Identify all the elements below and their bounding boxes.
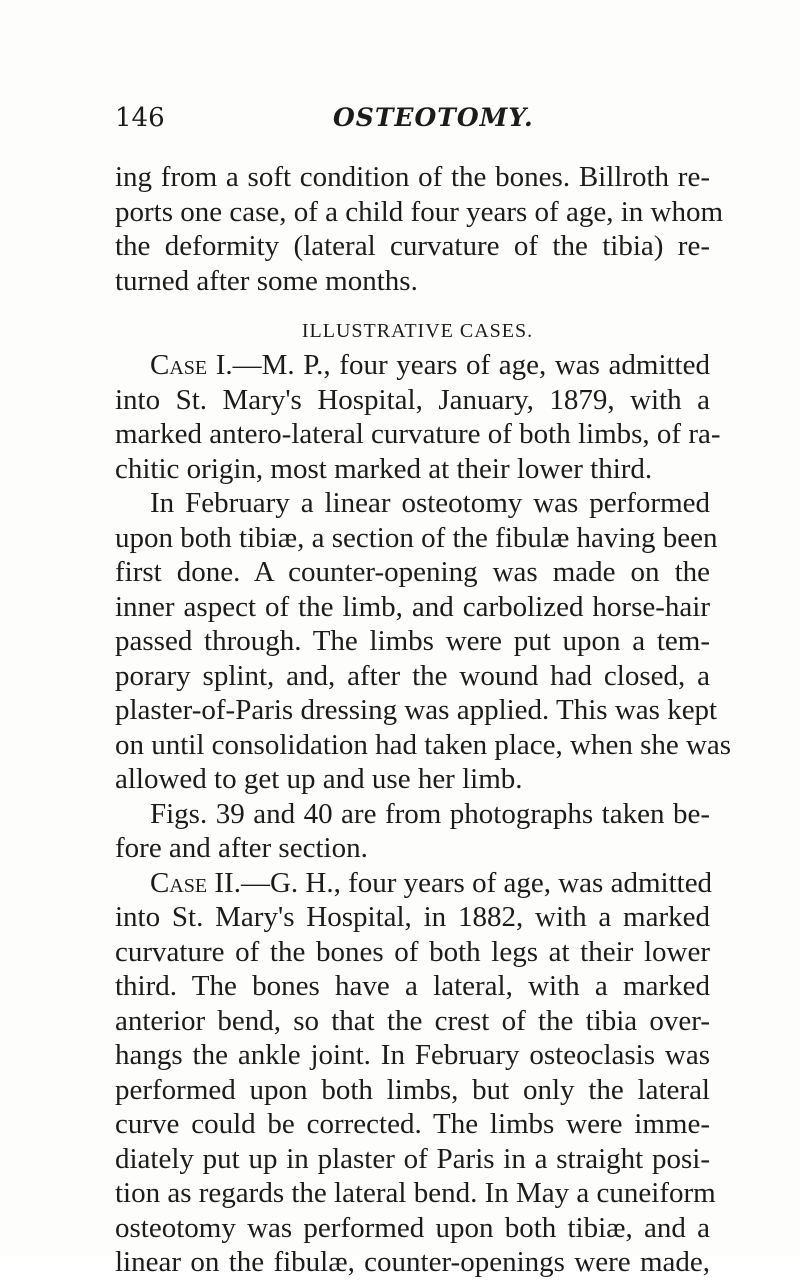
case-1-operation-paragraph xyxy=(115,486,732,797)
case-1-figures-paragraph xyxy=(115,797,710,866)
text-line: marked antero-lateral curvature of both limbs, of ra- xyxy=(115,418,721,450)
text-line: ports one case, of a child four years of age, in whom xyxy=(115,195,723,228)
text-line: curve could be corrected. The limbs were imme- xyxy=(115,1108,710,1140)
text-line: chitic origin, most marked at their lower third. xyxy=(115,452,653,485)
case-2-intro: —G. H., four years of age, was admitted xyxy=(240,866,713,899)
text-line: In February a linear osteotomy was performed xyxy=(150,487,710,519)
text-line: plaster-of-Paris dressing was applied. This was kept xyxy=(115,694,718,726)
text-line xyxy=(115,866,713,901)
case-2-label: Case II. xyxy=(150,866,241,899)
text-line: passed through. The limbs were put upon a tem- xyxy=(115,625,710,657)
text-line: turned after some months. xyxy=(115,264,418,297)
case-2-paragraph xyxy=(115,866,716,1280)
text-line: curvature of the bones of both legs at their lower xyxy=(115,935,710,968)
page-number: 146 xyxy=(115,103,165,133)
text-line: on until consolidation had taken place, when she was xyxy=(115,728,732,761)
page-header xyxy=(115,100,715,136)
text-line: hangs the ankle joint. In February osteoclasis was xyxy=(115,1039,710,1071)
text-line: third. The bones have a lateral, with a marked xyxy=(115,970,710,1002)
case-1-paragraph xyxy=(115,348,721,486)
body-text xyxy=(115,160,732,1280)
text-line xyxy=(115,348,710,383)
text-line: inner aspect of the limb, and carbolized horse-hair xyxy=(115,590,710,623)
case-1-intro: —M. P., four years of age, was admitted xyxy=(232,349,710,381)
text-line: tion as regards the lateral bend. In May a cuneiform xyxy=(115,1177,716,1209)
text-line: into St. Mary's Hospital, in 1882, with a marked xyxy=(115,901,710,933)
text-line: osteotomy was performed upon both tibiæ, and a xyxy=(115,1211,710,1244)
text-line: the deformity (lateral curvature of the tibia) re- xyxy=(115,230,710,262)
intro-paragraph xyxy=(115,160,723,298)
section-heading: ILLUSTRATIVE CASES. xyxy=(301,320,534,342)
text-line: anterior bend, so that the crest of the tibia over- xyxy=(115,1004,710,1037)
text-line: first done. A counter-opening was made on the xyxy=(115,556,710,588)
text-line: upon both tibiæ, a section of the fibulæ having been xyxy=(115,521,718,554)
text-line: fore and after section. xyxy=(115,832,368,864)
running-title: OSTEOTOMY. xyxy=(333,103,534,132)
text-line: into St. Mary's Hospital, January, 1879, with a xyxy=(115,383,710,416)
text-line: Figs. 39 and 40 are from photographs taken be- xyxy=(150,797,710,830)
text-line: linear on the fibulæ, counter-openings were made, xyxy=(115,1246,710,1278)
case-1-label: Case I. xyxy=(150,349,233,381)
text-line: ing from a soft condition of the bones. Billroth re- xyxy=(115,161,710,193)
text-line: allowed to get up and use her limb. xyxy=(115,763,523,795)
text-line: diately put up in plaster of Paris in a straight posi- xyxy=(115,1142,710,1175)
text-line: performed upon both limbs, but only the lateral xyxy=(115,1073,710,1106)
text-line: porary splint, and, after the wound had closed, a xyxy=(115,659,710,692)
